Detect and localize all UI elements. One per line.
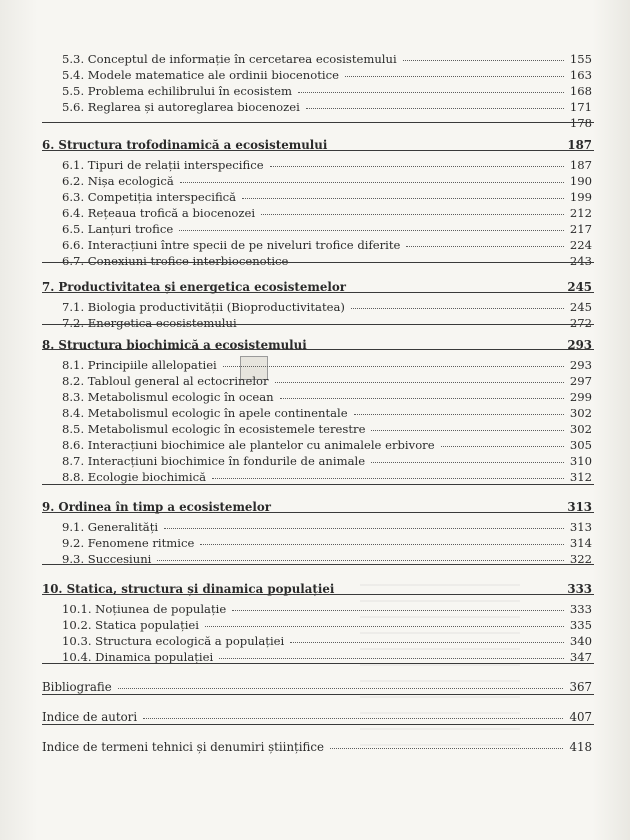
toc-entry-title: 6.3. Competiția interspecifică <box>62 190 237 204</box>
toc-entry-page: 322 <box>569 552 592 566</box>
dot-leader <box>371 429 563 431</box>
toc-entry <box>62 224 592 236</box>
toc-entry-page: 335 <box>569 618 592 632</box>
toc-entry-page: 217 <box>569 222 592 236</box>
section-divider <box>42 150 594 151</box>
toc-entry-page: 340 <box>569 634 592 648</box>
toc-entry <box>62 456 592 468</box>
toc-entry <box>62 620 592 632</box>
toc-entry-page: 155 <box>569 52 592 66</box>
dot-leader <box>157 559 563 561</box>
toc-entry <box>62 408 592 420</box>
toc-entry <box>62 440 592 452</box>
toc-entry-title: 8.3. Metabolismul ecologic în ocean <box>62 390 274 404</box>
section-divider <box>42 694 594 695</box>
toc-entry-title: 6.7. Conexiuni trofice interbiocenotice <box>62 254 289 268</box>
dot-leader <box>290 641 564 643</box>
toc-entry-page: 224 <box>569 238 592 252</box>
dot-leader <box>275 381 564 383</box>
toc-entry-page: 418 <box>569 740 592 754</box>
section-divider <box>42 484 594 485</box>
toc-entry <box>62 636 592 648</box>
toc-entry-page: 168 <box>569 84 592 98</box>
dot-leader <box>205 625 564 627</box>
section-divider <box>42 663 594 664</box>
toc-entry-page: 272 <box>569 316 592 330</box>
section-divider <box>42 349 594 350</box>
toc-entry-page: 245 <box>567 280 592 294</box>
dot-leader <box>261 213 564 215</box>
toc-entry-title: 5.3. Conceptul de informație în cercetarea ecosistemului <box>62 52 397 66</box>
toc-backmatter <box>42 742 592 754</box>
toc-entry-page: 313 <box>567 500 592 514</box>
toc-entry-title: 6.5. Lanțuri trofice <box>62 222 174 236</box>
toc-entry-title: 6.4. Rețeaua trofică a biocenozei <box>62 206 256 220</box>
toc-entry-page: 312 <box>569 470 592 484</box>
toc-entry <box>62 604 592 616</box>
toc-entry <box>62 522 592 534</box>
toc-entry <box>62 302 592 314</box>
toc-entry-title: 10.4. Dinamica populației <box>62 650 214 664</box>
dot-leader <box>371 461 564 463</box>
toc-entry <box>62 192 592 204</box>
section-divider <box>42 564 594 565</box>
dot-leader <box>242 197 564 199</box>
toc-entry-title: 5.6. Reglarea și autoreglarea biocenozei <box>62 100 300 114</box>
toc-entry-page: 305 <box>569 438 592 452</box>
toc-entry <box>62 70 592 82</box>
toc-entry-page: 333 <box>567 582 592 596</box>
toc-entry <box>62 538 592 550</box>
dot-leader <box>270 165 564 167</box>
toc-entry-title: Bibliografie <box>42 680 112 694</box>
toc-entry-title: Indice de autori <box>42 710 138 724</box>
dot-leader <box>143 717 563 719</box>
dot-leader <box>200 543 563 545</box>
toc-entry-page: 293 <box>569 358 592 372</box>
toc-entry-title: 8.7. Interacțiuni biochimice în fondurile de animale <box>62 454 366 468</box>
toc-entry-page: 293 <box>567 338 592 352</box>
dot-leader <box>441 445 564 447</box>
toc-entry-title: 8.2. Tabloul general al ectocrinelor <box>62 374 269 388</box>
toc-entry-page: 245 <box>569 300 592 314</box>
toc-chapter <box>42 340 592 352</box>
toc-backmatter <box>42 712 592 724</box>
dot-leader <box>212 477 564 479</box>
toc-entry-page: 407 <box>569 710 592 724</box>
toc-entry <box>62 360 592 372</box>
toc-entry-page: 302 <box>569 406 592 420</box>
toc-entry-page: 314 <box>569 536 592 550</box>
toc-entry <box>62 472 592 484</box>
toc-entry-title: 6. Structura trofodinamică a ecosistemului <box>42 138 328 152</box>
dot-leader <box>406 245 563 247</box>
toc-entry-title: 6.1. Tipuri de relații interspecifice <box>62 158 264 172</box>
toc-entry-title: 6.2. Nișa ecologică <box>62 174 174 188</box>
dot-leader <box>330 747 563 749</box>
dot-leader <box>180 181 564 183</box>
toc-entry-title: 8.8. Ecologie biochimică <box>62 470 206 484</box>
toc-entry-title: 9. Ordinea în timp a ecosistemelor <box>42 500 271 514</box>
dot-leader <box>306 107 564 109</box>
toc-entry <box>62 652 592 664</box>
toc-entry-page: 297 <box>569 374 592 388</box>
toc-entry <box>62 54 592 66</box>
toc-entry-page: 367 <box>569 680 592 694</box>
toc-entry-title: 7. Productivitatea și energetica ecosistemelor <box>42 280 346 294</box>
dot-leader <box>354 413 564 415</box>
toc-entry <box>62 176 592 188</box>
toc-entry-title: 10. Statica, structura și dinamica populației <box>42 582 335 596</box>
section-divider <box>42 724 594 725</box>
toc-entry-page: 310 <box>569 454 592 468</box>
toc-entry-title: 6.6. Interacțiuni între specii de pe niveluri trofice diferite <box>62 238 401 252</box>
toc-entry <box>62 208 592 220</box>
toc-entry-title: 10.2. Statica populației <box>62 618 200 632</box>
dot-leader <box>345 75 564 77</box>
toc-entry-page: 199 <box>569 190 592 204</box>
section-divider <box>42 292 594 293</box>
section-divider <box>42 122 594 123</box>
toc-entry-page: 187 <box>567 138 592 152</box>
toc-entry <box>62 424 592 436</box>
toc-entry <box>62 160 592 172</box>
toc-entry-page: 299 <box>569 390 592 404</box>
dot-leader <box>298 91 564 93</box>
toc-entry-title: 10.3. Structura ecologică a populației <box>62 634 285 648</box>
toc-entry-title: 7.2. Energetica ecosistemului <box>62 316 237 330</box>
toc-entry-title: 5.5. Problema echilibrului în ecosistem <box>62 84 292 98</box>
toc-entry-page: 347 <box>569 650 592 664</box>
toc-entry-title: 9.2. Fenomene ritmice <box>62 536 195 550</box>
dot-leader <box>280 397 564 399</box>
dot-leader <box>351 307 564 309</box>
toc-entry-page: 243 <box>569 254 592 268</box>
toc-entry <box>62 240 592 252</box>
toc-backmatter <box>42 682 592 694</box>
dot-leader <box>232 609 564 611</box>
dot-leader <box>403 59 564 61</box>
toc-entry-title: 10.1. Noțiunea de populație <box>62 602 227 616</box>
toc-entry-page: 190 <box>569 174 592 188</box>
toc-entry-title: 9.3. Succesiuni <box>62 552 152 566</box>
toc-entry-title: 8.1. Principiile allelopatiei <box>62 358 217 372</box>
toc-entry-title: Indice de termeni tehnici și denumiri științifice <box>42 740 325 754</box>
dot-leader <box>164 527 564 529</box>
toc-entry <box>62 392 592 404</box>
toc-entry-page: 313 <box>569 520 592 534</box>
toc-entry-page: 333 <box>569 602 592 616</box>
toc-entry-page: 212 <box>569 206 592 220</box>
toc-entry-title: 8.4. Metabolismul ecologic în apele continentale <box>62 406 348 420</box>
toc-entry-title: 5.4. Modele matematice ale ordinii biocenotice <box>62 68 339 82</box>
dot-leader <box>118 687 564 689</box>
section-divider <box>42 512 594 513</box>
toc-entry-title: 8.6. Interacțiuni biochimice ale plantelor cu animalele erbivore <box>62 438 435 452</box>
dot-leader <box>223 365 564 367</box>
toc-entry-title: 7.1. Biologia productivității (Bioproductivitatea) <box>62 300 345 314</box>
toc-entry-title: 8. Structura biochimică a ecosistemului <box>42 338 307 352</box>
toc-entry-page: 163 <box>569 68 592 82</box>
toc-entry <box>62 102 592 114</box>
toc-entry-page: 171 <box>569 100 592 114</box>
toc-entry-title: 9.1. Generalități <box>62 520 159 534</box>
toc-entry-page: 178 <box>569 116 592 130</box>
toc-entry-page: 302 <box>569 422 592 436</box>
section-divider <box>42 324 594 325</box>
toc-entry-title: 8.5. Metabolismul ecologic în ecosistemele terestre <box>62 422 366 436</box>
toc-entry-page: 187 <box>569 158 592 172</box>
section-divider <box>42 594 594 595</box>
toc-entry <box>62 376 592 388</box>
toc-entry <box>62 118 592 130</box>
toc-entry <box>62 86 592 98</box>
dot-leader <box>179 229 564 231</box>
section-divider <box>42 262 594 263</box>
dot-leader <box>219 657 564 659</box>
